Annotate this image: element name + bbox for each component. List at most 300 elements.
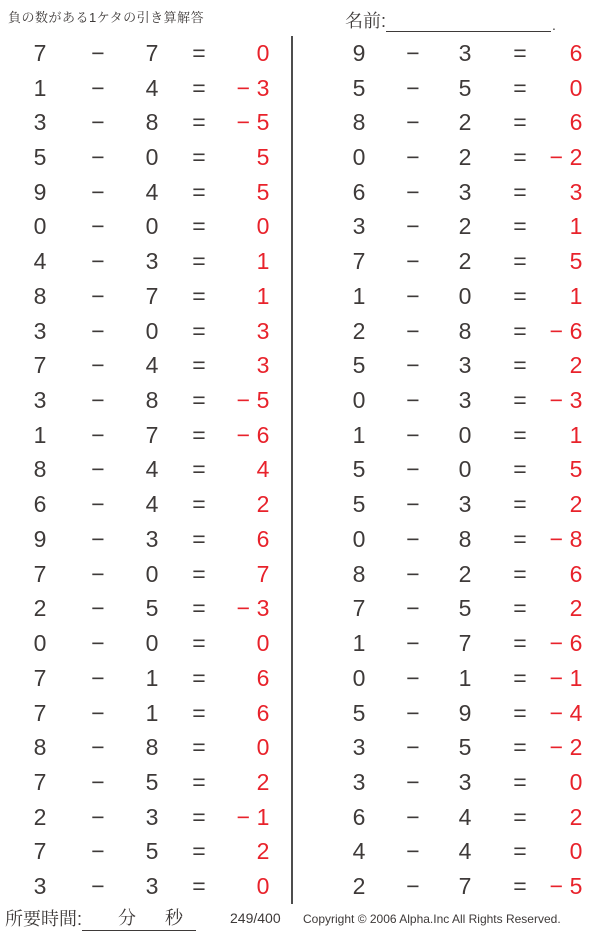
answer <box>216 456 292 483</box>
equals-sign: = <box>513 560 527 587</box>
equals-sign: = <box>192 213 206 240</box>
answer-digit: 0 <box>569 768 583 795</box>
subtrahend: 5 <box>145 768 159 795</box>
subtrahend: 4 <box>458 803 472 830</box>
minus-operator: − <box>406 178 420 205</box>
minus-operator: − <box>406 421 420 448</box>
equals-sign: = <box>513 734 527 761</box>
answer <box>542 804 600 831</box>
answer-digit: 6 <box>256 525 270 552</box>
page-title: 負の数がある1ケタの引き算解答 <box>8 10 205 25</box>
subtrahend: 1 <box>145 699 159 726</box>
answer-digit: 6 <box>569 317 583 344</box>
minus-operator: − <box>406 699 420 726</box>
answer <box>216 526 292 553</box>
answer-digit: 2 <box>569 803 583 830</box>
equals-sign: = <box>192 282 206 309</box>
answer-digit: 5 <box>256 178 270 205</box>
problem-row <box>300 105 600 140</box>
problem-row <box>0 314 292 349</box>
answer <box>216 144 292 171</box>
subtrahend: 4 <box>145 491 159 518</box>
problem-row <box>300 210 600 245</box>
subtrahend: 3 <box>458 387 472 414</box>
answer-digit: 1 <box>569 664 583 691</box>
minuend: 1 <box>352 421 366 448</box>
minus-operator: − <box>91 803 105 830</box>
equals-sign: = <box>192 387 206 414</box>
minus-operator: − <box>91 699 105 726</box>
answer-sign: − <box>549 317 563 344</box>
answer <box>542 700 600 727</box>
problem-row <box>300 348 600 383</box>
minuend: 3 <box>33 387 47 414</box>
answer <box>542 387 600 414</box>
answer <box>216 109 292 136</box>
minus-operator: − <box>406 456 420 483</box>
minuend: 1 <box>33 421 47 448</box>
equals-sign: = <box>513 178 527 205</box>
equals-sign: = <box>513 595 527 622</box>
subtrahend: 5 <box>145 595 159 622</box>
answer <box>216 873 292 900</box>
minus-operator: − <box>406 630 420 657</box>
minus-operator: − <box>406 838 420 865</box>
answer-digit: 0 <box>256 213 270 240</box>
answer <box>542 318 600 345</box>
minuend: 5 <box>352 456 366 483</box>
minuend: 7 <box>352 248 366 275</box>
minuend: 0 <box>33 213 47 240</box>
problem-row <box>300 626 600 661</box>
problem-row <box>0 661 292 696</box>
minuend: 0 <box>352 525 366 552</box>
minuend: 7 <box>352 595 366 622</box>
equals-sign: = <box>192 525 206 552</box>
minus-operator: − <box>91 352 105 379</box>
equals-sign: = <box>513 699 527 726</box>
equals-sign: = <box>192 873 206 900</box>
problem-row <box>300 36 600 71</box>
answer-digit: 6 <box>256 699 270 726</box>
equals-sign: = <box>192 630 206 657</box>
subtrahend: 8 <box>145 387 159 414</box>
subtrahend: 3 <box>458 491 472 518</box>
answer-sign: − <box>549 630 563 657</box>
answer <box>542 526 600 553</box>
minuend: 8 <box>33 282 47 309</box>
answer <box>542 491 600 518</box>
minuend: 6 <box>352 803 366 830</box>
answer-digit: 5 <box>256 144 270 171</box>
problem-row <box>300 869 600 904</box>
equals-sign: = <box>192 248 206 275</box>
minuend: 3 <box>33 317 47 344</box>
equals-sign: = <box>513 838 527 865</box>
answer <box>216 179 292 206</box>
subtrahend: 7 <box>145 421 159 448</box>
answer-digit: 2 <box>256 491 270 518</box>
minuend: 5 <box>352 74 366 101</box>
answer <box>542 283 600 310</box>
equals-sign: = <box>513 282 527 309</box>
answer-digit: 5 <box>256 387 270 414</box>
subtrahend: 0 <box>458 282 472 309</box>
answer <box>216 40 292 67</box>
answer-digit: 5 <box>256 109 270 136</box>
equals-sign: = <box>513 873 527 900</box>
page-number: 249/400 <box>230 910 281 926</box>
minuend: 6 <box>352 178 366 205</box>
equals-sign: = <box>192 352 206 379</box>
equals-sign: = <box>192 109 206 136</box>
answer-digit: 6 <box>256 664 270 691</box>
answer <box>542 109 600 136</box>
answer-digit: 5 <box>569 456 583 483</box>
equals-sign: = <box>513 768 527 795</box>
minus-operator: − <box>406 213 420 240</box>
answer-sign: − <box>236 595 250 622</box>
answer-digit: 3 <box>569 387 583 414</box>
minuend: 9 <box>33 178 47 205</box>
subtrahend: 3 <box>145 248 159 275</box>
answer <box>542 213 600 240</box>
problem-row <box>0 696 292 731</box>
minus-operator: − <box>406 595 420 622</box>
minuend: 3 <box>352 768 366 795</box>
problem-row <box>300 661 600 696</box>
answer <box>542 456 600 483</box>
answer-digit: 2 <box>256 838 270 865</box>
minus-operator: − <box>406 525 420 552</box>
minuend: 9 <box>352 39 366 66</box>
subtrahend: 3 <box>458 768 472 795</box>
answer-sign: − <box>236 387 250 414</box>
answer <box>216 283 292 310</box>
problem-row <box>300 592 600 627</box>
problem-row <box>0 730 292 765</box>
minus-operator: − <box>91 664 105 691</box>
subtrahend: 4 <box>145 352 159 379</box>
equals-sign: = <box>192 144 206 171</box>
subtrahend: 8 <box>145 109 159 136</box>
minus-operator: − <box>406 664 420 691</box>
minuend: 3 <box>33 873 47 900</box>
answer-digit: 1 <box>256 248 270 275</box>
subtrahend: 1 <box>145 664 159 691</box>
problem-row <box>0 36 292 71</box>
minuend: 7 <box>33 352 47 379</box>
time-label: 所要時間: <box>5 909 83 929</box>
problem-row <box>300 244 600 279</box>
subtrahend: 4 <box>458 838 472 865</box>
minus-operator: − <box>406 352 420 379</box>
equals-sign: = <box>192 803 206 830</box>
answer <box>542 248 600 275</box>
minuend: 8 <box>352 560 366 587</box>
answer-digit: 1 <box>569 421 583 448</box>
answer-sign: − <box>549 664 563 691</box>
answer-digit: 5 <box>569 873 583 900</box>
problem-row <box>0 835 292 870</box>
equals-sign: = <box>192 734 206 761</box>
answer-digit: 1 <box>256 803 270 830</box>
equals-sign: = <box>513 630 527 657</box>
subtrahend: 3 <box>458 39 472 66</box>
minuend: 7 <box>33 699 47 726</box>
answer <box>542 838 600 865</box>
problem-row <box>300 418 600 453</box>
answer <box>542 873 600 900</box>
subtrahend: 3 <box>145 873 159 900</box>
answer-sign: − <box>236 74 250 101</box>
problem-row <box>300 140 600 175</box>
equals-sign: = <box>192 39 206 66</box>
minuend: 1 <box>33 74 47 101</box>
problem-row <box>300 314 600 349</box>
answer-digit: 0 <box>569 838 583 865</box>
problem-row <box>300 279 600 314</box>
subtrahend: 0 <box>145 317 159 344</box>
subtrahend: 2 <box>458 560 472 587</box>
minus-operator: − <box>406 734 420 761</box>
answer-digit: 6 <box>569 39 583 66</box>
equals-sign: = <box>192 664 206 691</box>
answer-sign: − <box>236 109 250 136</box>
minuend: 0 <box>352 664 366 691</box>
minuend: 2 <box>352 317 366 344</box>
minus-operator: − <box>91 595 105 622</box>
answer <box>216 804 292 831</box>
minus-operator: − <box>91 213 105 240</box>
answer-sign: − <box>236 421 250 448</box>
minuend: 7 <box>33 838 47 865</box>
minus-operator: − <box>406 144 420 171</box>
subtrahend: 2 <box>458 248 472 275</box>
problem-row <box>0 869 292 904</box>
answer <box>216 734 292 761</box>
problem-row <box>0 453 292 488</box>
minus-operator: − <box>406 248 420 275</box>
problem-row <box>0 557 292 592</box>
minus-operator: − <box>91 873 105 900</box>
answer <box>542 179 600 206</box>
problem-row <box>300 175 600 210</box>
minuend: 0 <box>33 630 47 657</box>
subtrahend: 4 <box>145 74 159 101</box>
equals-sign: = <box>513 213 527 240</box>
problem-row <box>0 765 292 800</box>
subtrahend: 0 <box>458 421 472 448</box>
subtrahend: 7 <box>458 630 472 657</box>
minus-operator: − <box>91 178 105 205</box>
subtrahend: 0 <box>145 560 159 587</box>
equals-sign: = <box>513 248 527 275</box>
answer-digit: 3 <box>256 317 270 344</box>
answer <box>542 734 600 761</box>
time-field <box>5 904 196 931</box>
subtrahend: 5 <box>458 595 472 622</box>
equals-sign: = <box>192 317 206 344</box>
answer-digit: 3 <box>256 352 270 379</box>
subtrahend: 2 <box>458 109 472 136</box>
subtrahend: 2 <box>458 213 472 240</box>
subtrahend: 3 <box>458 352 472 379</box>
answer <box>216 248 292 275</box>
answer <box>216 75 292 102</box>
equals-sign: = <box>192 838 206 865</box>
minus-operator: − <box>406 768 420 795</box>
subtrahend: 4 <box>145 456 159 483</box>
answer-digit: 3 <box>569 178 583 205</box>
problem-row <box>0 71 292 106</box>
equals-sign: = <box>513 74 527 101</box>
answer <box>542 595 600 622</box>
minus-operator: − <box>91 456 105 483</box>
minuend: 7 <box>33 39 47 66</box>
subtrahend: 0 <box>145 630 159 657</box>
minus-operator: − <box>91 109 105 136</box>
subtrahend: 9 <box>458 699 472 726</box>
minuend: 3 <box>33 109 47 136</box>
seconds-label: 秒 <box>165 908 184 928</box>
answer <box>216 769 292 796</box>
minus-operator: − <box>406 560 420 587</box>
minuend: 5 <box>352 352 366 379</box>
answer-digit: 2 <box>569 734 583 761</box>
problem-row <box>0 592 292 627</box>
minus-operator: − <box>91 560 105 587</box>
problems-column-right <box>300 36 600 904</box>
answer-digit: 6 <box>569 560 583 587</box>
subtrahend: 4 <box>145 178 159 205</box>
minus-operator: − <box>91 734 105 761</box>
problem-row <box>0 279 292 314</box>
answer-digit: 0 <box>256 39 270 66</box>
answer-sign: − <box>236 803 250 830</box>
minus-operator: − <box>91 768 105 795</box>
answer <box>216 561 292 588</box>
problem-row <box>300 835 600 870</box>
minuend: 9 <box>33 525 47 552</box>
equals-sign: = <box>513 421 527 448</box>
name-blank-line <box>386 10 551 32</box>
equals-sign: = <box>513 387 527 414</box>
answer-digit: 5 <box>569 248 583 275</box>
name-label: 名前: <box>345 11 387 31</box>
problem-row <box>300 800 600 835</box>
problem-row <box>300 557 600 592</box>
equals-sign: = <box>513 803 527 830</box>
equals-sign: = <box>192 699 206 726</box>
answer-digit: 0 <box>256 873 270 900</box>
minus-operator: − <box>91 248 105 275</box>
answer <box>542 144 600 171</box>
answer-digit: 6 <box>569 630 583 657</box>
minuend: 4 <box>33 248 47 275</box>
equals-sign: = <box>513 109 527 136</box>
minuend: 0 <box>352 144 366 171</box>
minus-operator: − <box>406 282 420 309</box>
answer <box>216 352 292 379</box>
answer-digit: 1 <box>569 213 583 240</box>
minus-operator: − <box>91 838 105 865</box>
answer <box>216 491 292 518</box>
answer <box>542 40 600 67</box>
answer-digit: 8 <box>569 525 583 552</box>
minutes-label: 分 <box>118 908 137 928</box>
answer-digit: 7 <box>256 560 270 587</box>
problem-row <box>300 522 600 557</box>
equals-sign: = <box>192 456 206 483</box>
equals-sign: = <box>192 768 206 795</box>
minuend: 8 <box>33 456 47 483</box>
answer-sign: − <box>549 525 563 552</box>
minuend: 7 <box>33 768 47 795</box>
equals-sign: = <box>513 39 527 66</box>
answer-digit: 2 <box>569 491 583 518</box>
minus-operator: − <box>406 39 420 66</box>
subtrahend: 5 <box>458 74 472 101</box>
minus-operator: − <box>406 109 420 136</box>
minus-operator: − <box>91 282 105 309</box>
subtrahend: 5 <box>458 734 472 761</box>
problem-row <box>0 348 292 383</box>
answer <box>216 595 292 622</box>
minus-operator: − <box>91 421 105 448</box>
name-line-end: . <box>552 17 556 33</box>
answer-digit: 3 <box>256 74 270 101</box>
minus-operator: − <box>91 39 105 66</box>
problem-row <box>300 696 600 731</box>
answer-digit: 6 <box>256 421 270 448</box>
answer <box>216 665 292 692</box>
answer <box>216 700 292 727</box>
equals-sign: = <box>513 352 527 379</box>
problem-row <box>300 383 600 418</box>
answer <box>542 422 600 449</box>
subtrahend: 0 <box>145 144 159 171</box>
minus-operator: − <box>406 803 420 830</box>
minus-operator: − <box>406 74 420 101</box>
answer <box>542 630 600 657</box>
equals-sign: = <box>513 525 527 552</box>
minus-operator: − <box>406 317 420 344</box>
answer <box>542 75 600 102</box>
answer <box>216 213 292 240</box>
answer-digit: 2 <box>256 768 270 795</box>
problem-row <box>0 140 292 175</box>
minuend: 1 <box>352 282 366 309</box>
minus-operator: − <box>406 491 420 518</box>
answer-digit: 4 <box>256 456 270 483</box>
answer <box>542 352 600 379</box>
minuend: 4 <box>352 838 366 865</box>
answer-digit: 1 <box>256 282 270 309</box>
answer <box>216 630 292 657</box>
minuend: 5 <box>33 144 47 171</box>
answer <box>542 561 600 588</box>
minuend: 3 <box>352 734 366 761</box>
subtrahend: 3 <box>458 178 472 205</box>
minus-operator: − <box>91 317 105 344</box>
subtrahend: 8 <box>145 734 159 761</box>
subtrahend: 0 <box>458 456 472 483</box>
problem-row <box>0 383 292 418</box>
answer-digit: 3 <box>256 595 270 622</box>
answer-sign: − <box>549 387 563 414</box>
problems-column-left <box>0 36 292 904</box>
